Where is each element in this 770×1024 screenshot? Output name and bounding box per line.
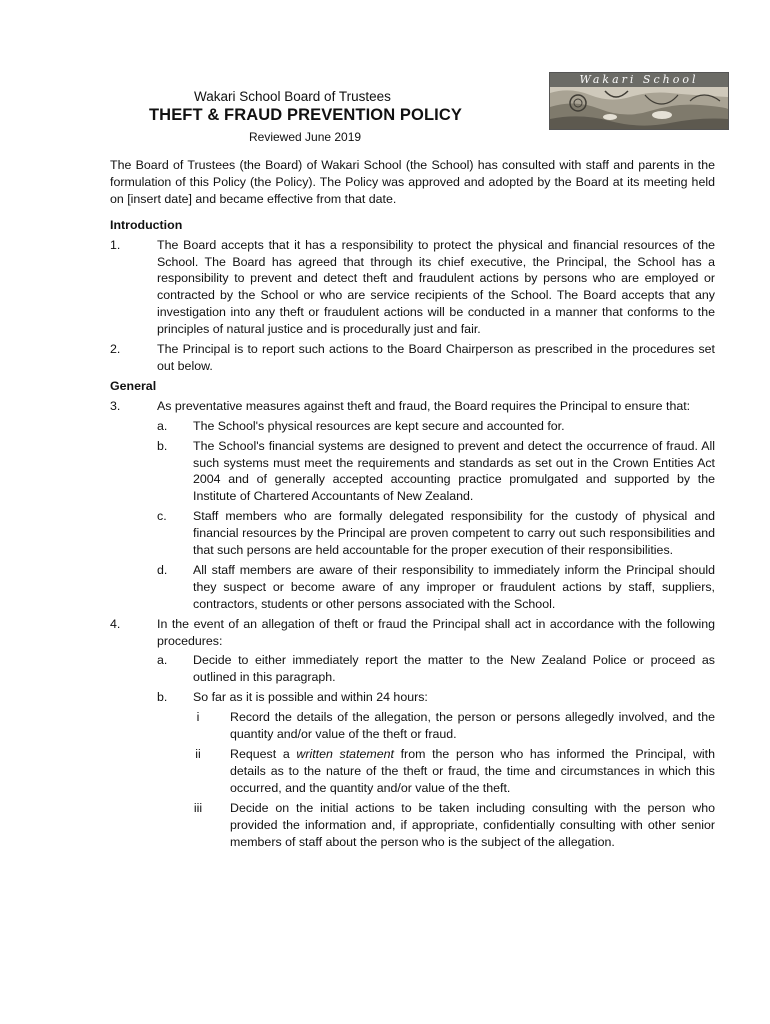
intro-paragraph: The Board of Trustees (the Board) of Wakari School (the School) has consulted with staff and parents in the formulation of this Policy (the Policy). The Policy was approved and adopted by the Board at its meeting held on [insert date] and became effective from that date.: [110, 158, 715, 206]
sub-letter: a.: [157, 653, 168, 668]
section-heading-general: General: [110, 378, 157, 393]
clause-3c: [157, 508, 715, 559]
school-logo: [549, 72, 729, 130]
clause-4b: [157, 689, 715, 850]
clause-1: [110, 237, 715, 338]
clause-text: The Board accepts that it has a responsibility to protect the physical and financial resources of the School. The Board has agreed that through its chief executive, the Principal, the School has a responsibility to prevent and detect theft and fraudulent actions by persons who are employed or contracted by the School or who are service recipients of the School. The Board accepts that any investigation into any theft or fraudulent actions will be conducted in a manner that conforms to the principles of natural justice and is procedurally just and fair.: [157, 237, 715, 337]
clause-number: 3.: [110, 398, 121, 413]
roman-numeral: i: [196, 710, 200, 725]
policy-body: [110, 157, 715, 850]
section-heading-introduction: Introduction: [110, 217, 183, 232]
sub-letter: d.: [157, 562, 168, 577]
logo-text: Wakari School: [579, 73, 699, 86]
clause-text: The Principal is to report such actions to the Board Chairperson as prescribed in the procedures set out below.: [157, 342, 715, 373]
clause-number: 1.: [110, 237, 121, 252]
sub-letter: b.: [157, 690, 168, 705]
roman-numeral: ii: [195, 747, 201, 761]
clause-4b-ii: [193, 746, 715, 797]
sub-text: So far as it is possible and within 24 hours:: [193, 690, 428, 705]
page-title: THEFT & FRAUD PREVENTION POLICY: [149, 106, 462, 124]
clause-number: 4.: [110, 616, 121, 631]
clause-4a: [157, 652, 715, 686]
subsub-text-post: from the person who has informed the Principal, with details as to the nature of the theft or fraud, the time and circumstances in which this occurred, and the quantity and/or value of the theft.: [230, 747, 715, 795]
clause-3: [110, 398, 715, 613]
sub-letter: c.: [157, 509, 167, 524]
clause-2: [110, 341, 715, 375]
sub-text: All staff members are aware of their responsibility to immediately inform the Principal should they suspect or become aware of any improper or fraudulent actions by staff, suppliers, contractors, students or other persons associated with the School.: [193, 562, 715, 611]
sub-letter: b.: [157, 438, 168, 453]
clause-4: [110, 616, 715, 851]
reviewed-date: Reviewed June 2019: [249, 130, 362, 144]
sub-text: Staff members who are formally delegated responsibility for the custody of physical and financial resources by the Principal are proven competent to carry out such responsibilities and that such persons are held accountable for the proper execution of their responsibilities.: [193, 509, 715, 558]
emphasis-written-statement: written statement: [296, 747, 394, 761]
sub-text: Decide to either immediately report the matter to the New Zealand Police or proceed as outlined in this paragraph.: [193, 653, 715, 685]
clause-3a: [157, 418, 715, 435]
sub-letter: a.: [157, 418, 168, 433]
clause-text: As preventative measures against theft and fraud, the Board requires the Principal to ensure that:: [157, 398, 691, 413]
clause-3b: [157, 438, 715, 506]
org-name: Wakari School Board of Trustees: [194, 89, 391, 104]
roman-numeral: iii: [193, 800, 203, 815]
clause-3d: [157, 562, 715, 613]
sub-text: The School's physical resources are kept secure and accounted for.: [193, 418, 565, 433]
subsub-text-pre: Request a: [230, 747, 297, 761]
clause-text: In the event of an allegation of theft or fraud the Principal shall act in accordance with the following procedures:: [157, 616, 715, 648]
clause-number: 2.: [110, 342, 121, 357]
subsub-text: Decide on the initial actions to be taken including consulting with the person who provided the information and, if appropriate, confidentially consulting with other senior members of staff about the person who is the subject of the allegation.: [230, 800, 715, 849]
sub-text: The School's financial systems are designed to prevent and detect the occurrence of fraud. All such systems must meet the requirements and standards as set out in the Crown Entities Act 2004 and of generally accepted accounting practice promulgated and supported by the Institute of Chartered Accountants of New Zealand.: [193, 438, 715, 504]
clause-4b-iii: [193, 800, 715, 851]
clause-4b-i: [193, 709, 715, 743]
subsub-text: Record the details of the allegation, the person or persons allegedly involved, and the quantity and/or value of the theft or fraud.: [230, 710, 715, 742]
